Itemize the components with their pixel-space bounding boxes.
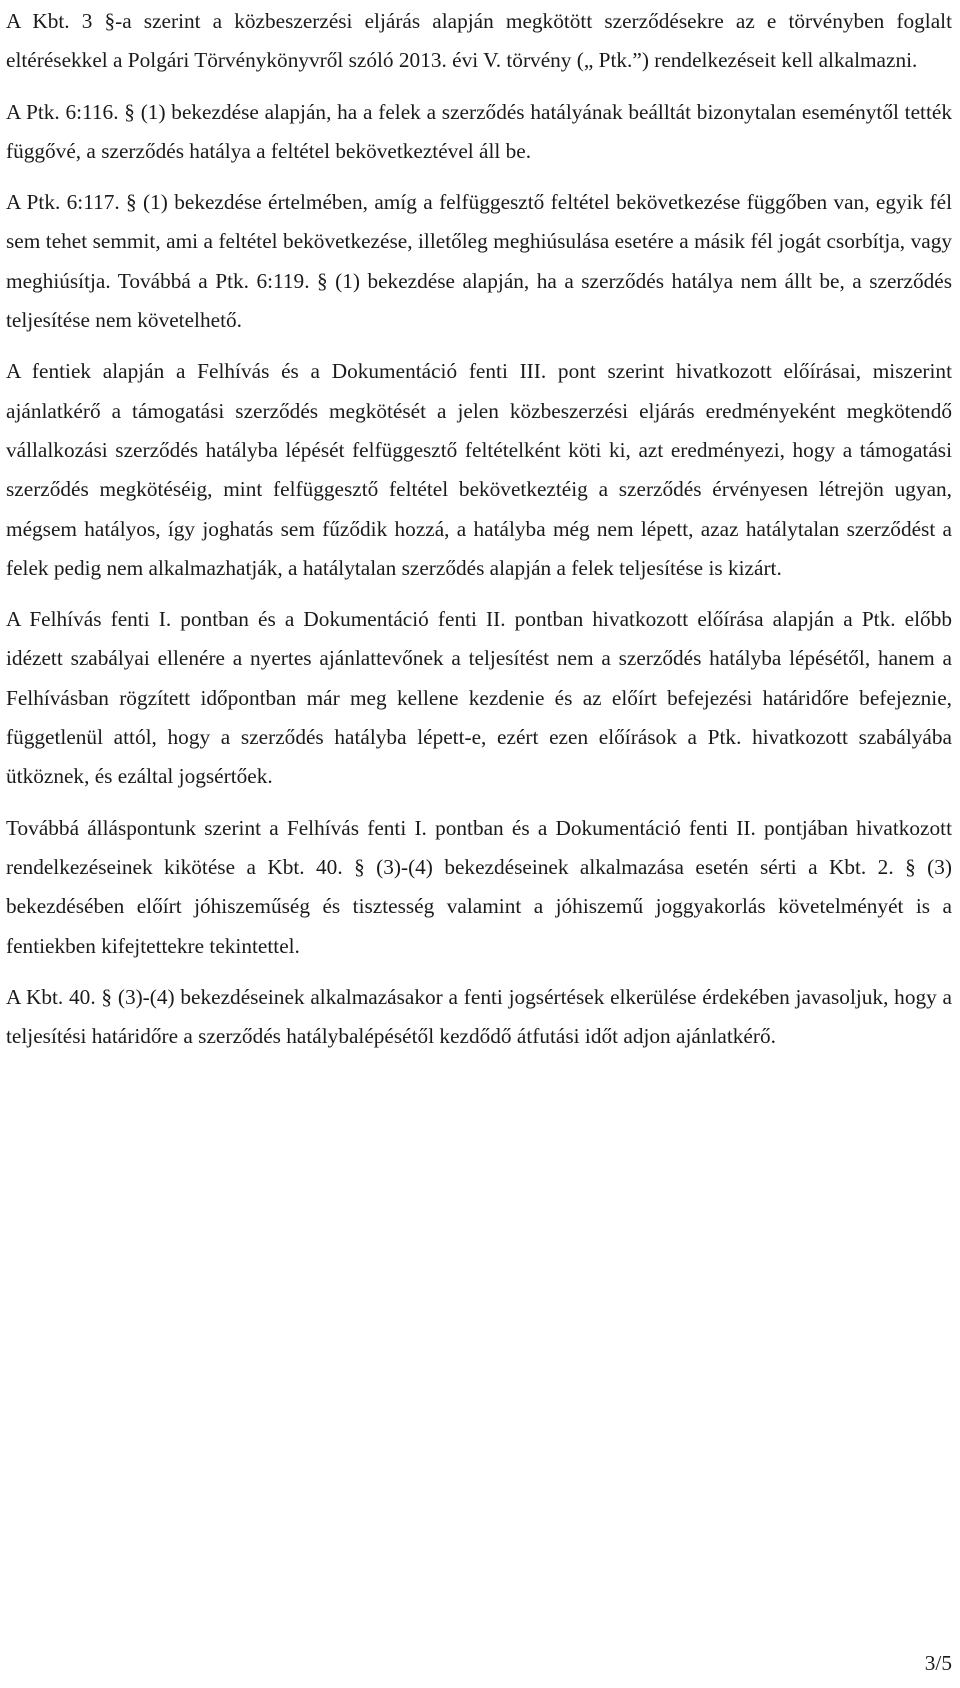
paragraph-ptk-6-117: A Ptk. 6:117. § (1) bekezdése értelmében, amíg a felfüggesztő feltétel bekövetkezése függőben van, egyik fél sem tehet semmit, ami a feltétel bekövetkezése, illetőleg meghiúsulása esetére a másik fél jogát csorbítja, vagy meghiúsítja. Továbbá a Ptk. 6:119. § (1) bekezdése alapján, ha a szerződés hatálya nem állt be, a szerződés teljesítése nem követelhető. [6,190,952,333]
paragraph-kbt-3: A Kbt. 3 §-a szerint a közbeszerzési eljárás alapján megkötött szerződésekre az e törvényben foglalt eltérésekkel a Polgári Törvénykönyvről szóló 2013. évi V. törvény („ Ptk.”) rendelkezéseit kell alkalmazni. [6,9,952,73]
paragraph-tovabba: Továbbá álláspontunk szerint a Felhívás fenti I. pontban és a Dokumentáció fenti II. pontjában hivatkozott rendelkezéseinek kikötése a Kbt. 40. § (3)-(4) bekezdéseinek alkalmazása esetén sérti a Kbt. 2. § (3) bekezdésében előírt jóhiszeműség és tisztesség valamint a jóhiszemű joggyakorlás követelményét is a fentiekben kifejtettekre tekintettel. [6,815,952,958]
paragraph-kbt-40: A Kbt. 40. § (3)-(4) bekezdéseinek alkalmazásakor a fenti jogsértések elkerülése érdekében javasoljuk, hogy a teljesítési határidőre a szerződés hatálybalépésétől kezdődő átfutási időt adjon ajánlatkérő. [6,984,952,1049]
paragraph-fentiek-alapjan: A fentiek alapján a Felhívás és a Dokumentáció fenti III. pont szerint hivatkozott előírásai, miszerint ajánlatkérő a támogatási szerződés megkötését a jelen közbeszerzési eljárás eredményeként megkötendő vállalkozási szerződés hatályba lépését felfüggesztő feltételként köti ki, azt eredményezi, hogy a támogatási szerződés megkötéséig, mint felfüggesztő feltétel bekövetkeztéig a szerződés érvényesen létrejön ugyan, mégsem hatályos, így joghatás sem fűződik hozzá, a hatályba még nem lépett, azaz hatálytalan szerződést a felek pedig nem alkalmazhatják, a hatálytalan szerződés alapján a felek teljesítése is kizárt. [6,359,952,580]
paragraph-felhivas-fenti: A Felhívás fenti I. pontban és a Dokumentáció fenti II. pontban hivatkozott előírása alapján a Ptk. előbb idézett szabályai ellenére a nyertes ajánlattevőnek a teljesítést nem a szerződés hatályba lépésétől, hanem a Felhívásban rögzített időpontban már meg kellene kezdenie és az előírt befejezési határidőre befejeznie, függetlenül attól, hogy a szerződés hatályba lépett-e, ezért ezen előírások a Ptk. hivatkozott szabályába ütköznek, és ezáltal jogsértőek. [6,607,952,789]
document-page [6,0,952,1056]
page-number: 3/5 [924,1651,952,1675]
paragraph-ptk-6-116: A Ptk. 6:116. § (1) bekezdése alapján, ha a felek a szerződés hatályának beálltát bizonytalan eseménytől tették függővé, a szerződés hatálya a feltétel bekövetkeztével áll be. [6,99,952,163]
